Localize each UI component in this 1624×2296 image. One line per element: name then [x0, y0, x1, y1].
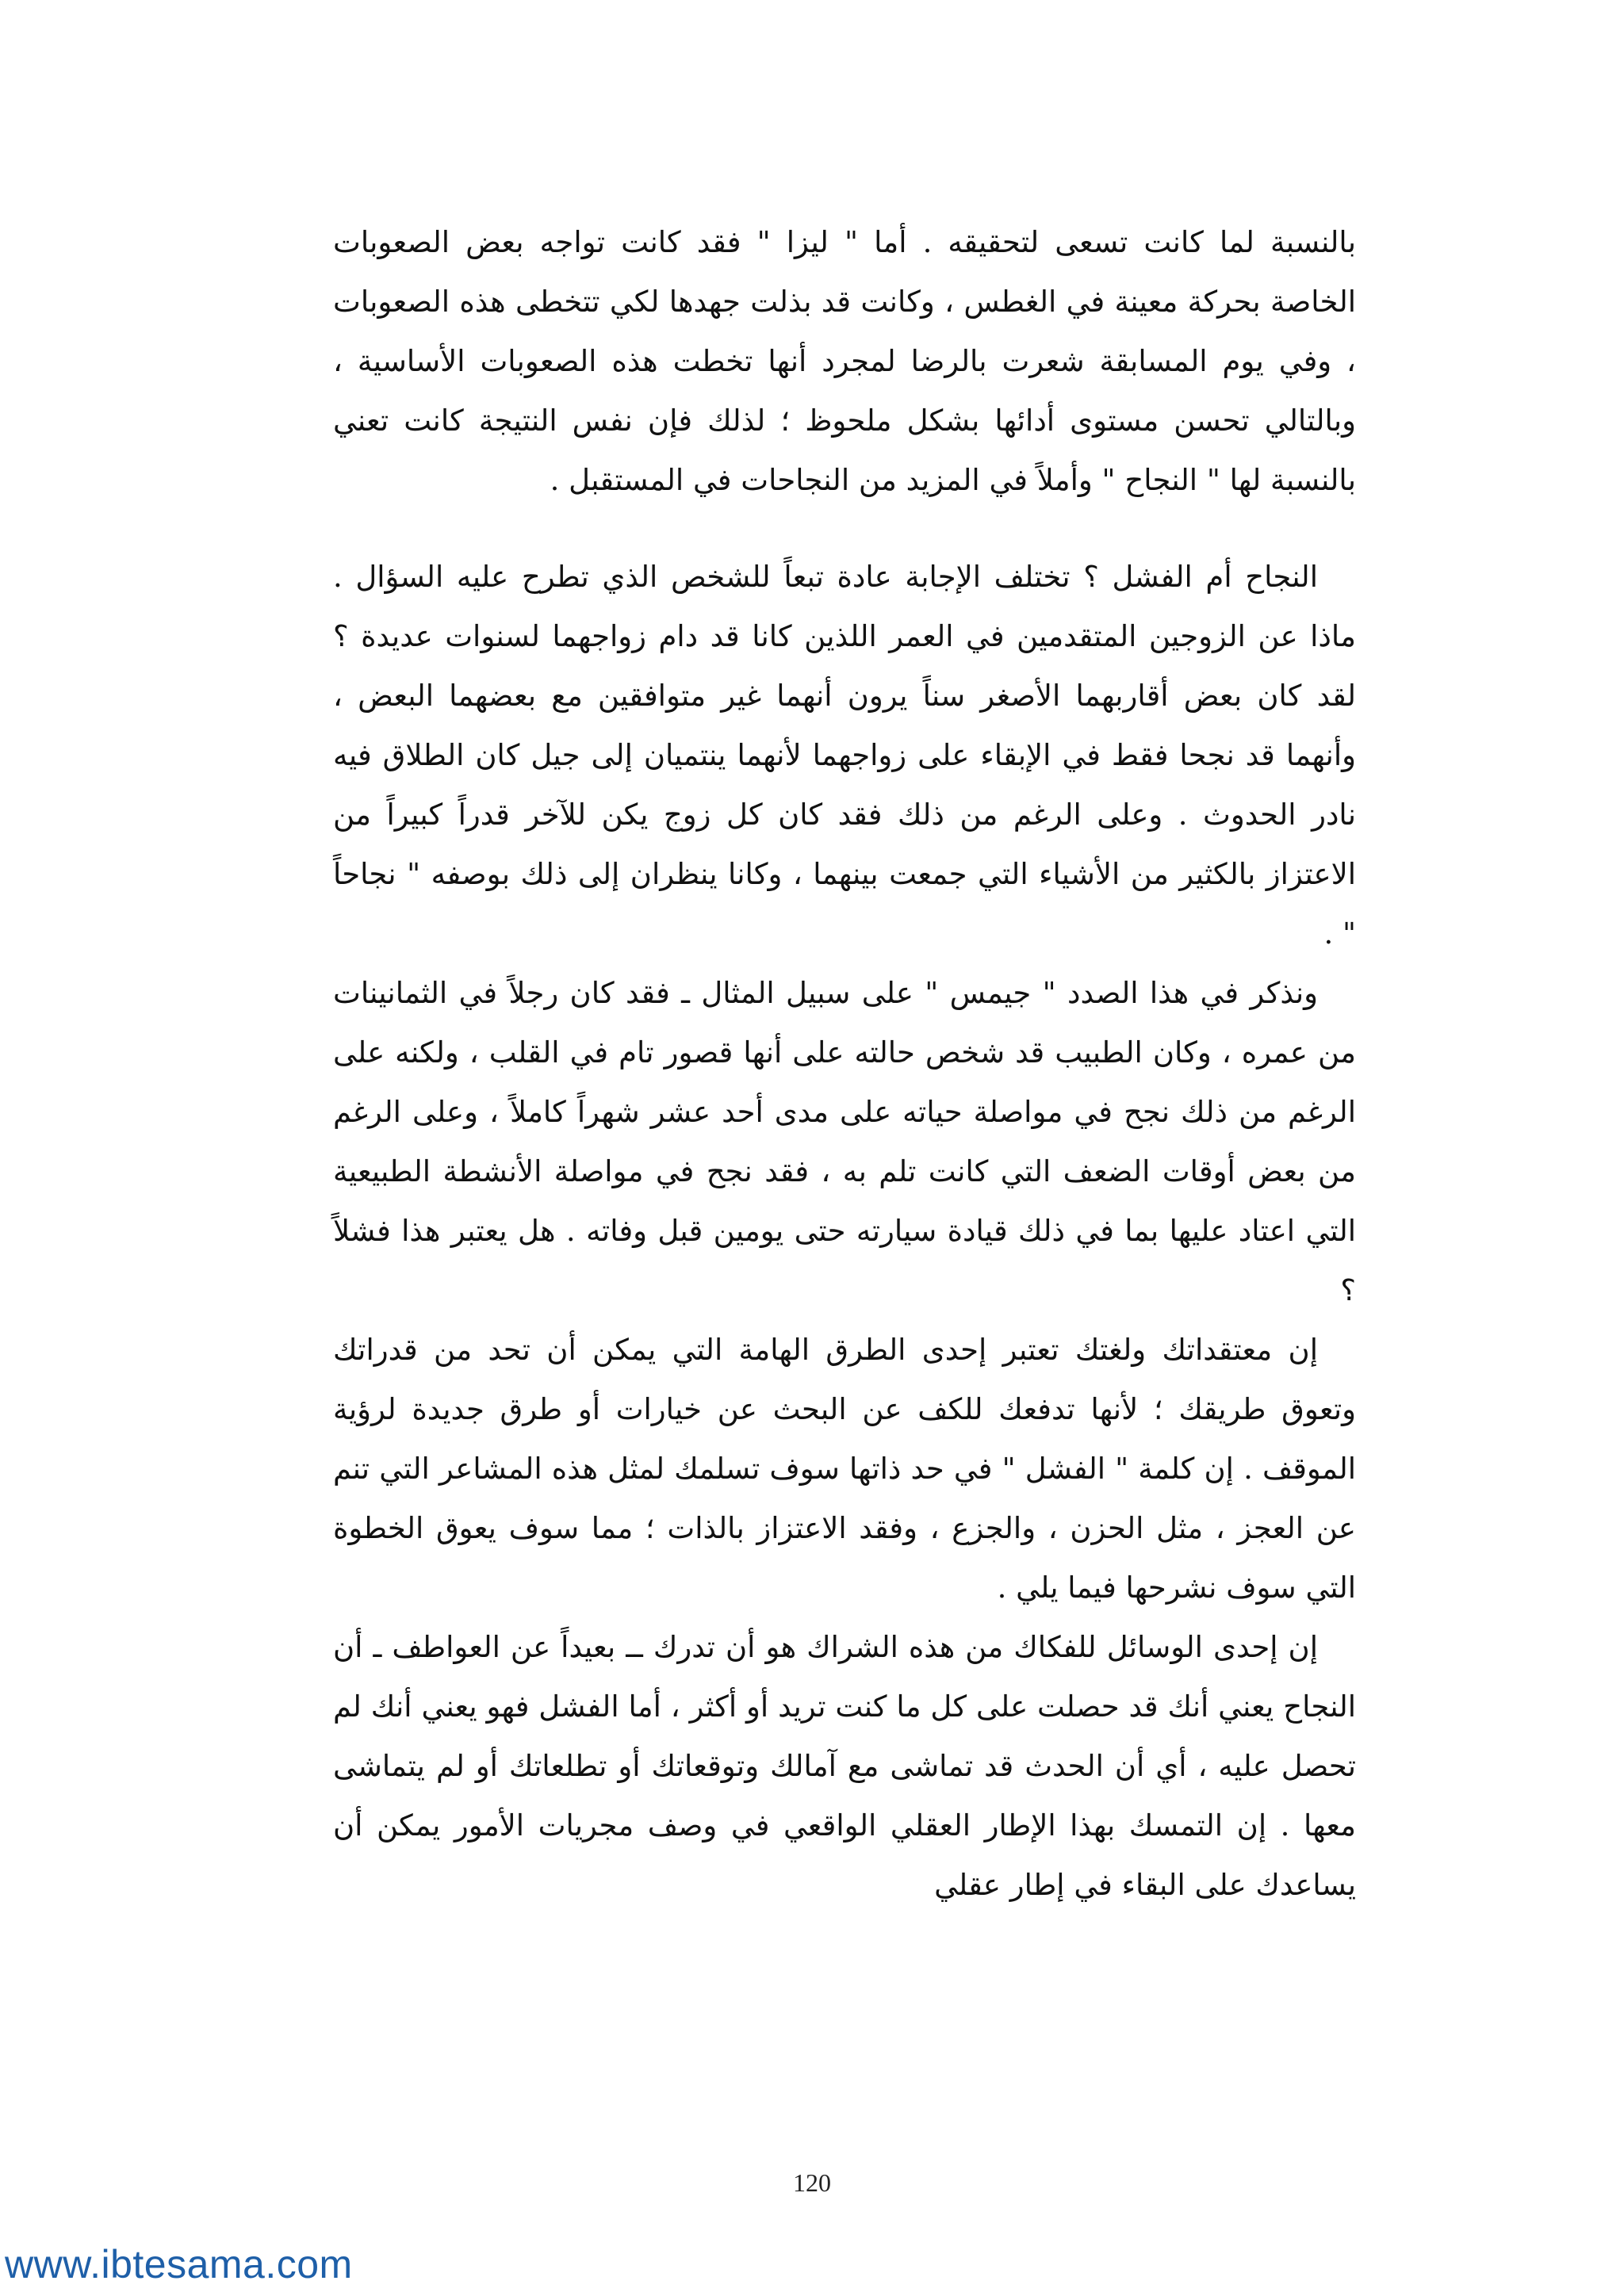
watermark-url: www.ibtesama.com: [5, 2242, 353, 2286]
paragraph: النجاح أم الفشل ؟ تختلف الإجابة عادة تبعاً للشخص الذي تطرح عليه السؤال . ماذا عن الزوجين المتقدمين في العمر اللذين كانا قد دام زواجهما لسنوات عديدة ؟ لقد كان بعض أقاربهما الأصغر سناً يرون أنهما غير متوافقين مع بعضهما البعض ، وأنهما قد نجحا فقط في الإبقاء على زواجهما لأنهما ينتميان إلى جيل كان الطلاق فيه نادر الحدوث . وعلى الرغم من ذلك فقد كان كل زوج يكن للآخر قدراً كبيراً من الاعتزاز بالكثير من الأشياء التي جمعت بينهما ، وكانا ينظران إلى ذلك بوصفه " نجاحاً " .: [333, 560, 1356, 951]
paragraph: بالنسبة لما كانت تسعى لتحقيقه . أما " ليزا " فقد كانت تواجه بعض الصعوبات الخاصة بحركة معينة في الغطس ، وكانت قد بذلت جهدها لكي تتخطى هذه الصعوبات ، وفي يوم المسابقة شعرت بالرضا لمجرد أنها تخطت هذه الصعوبات الأساسية ، وبالتالي تحسن مستوى أدائها بشكل ملحوظ ؛ لذلك فإن نفس النتيجة كانت تعني بالنسبة لها " النجاح " وأملاً في المزيد من النجاحات في المستقبل .: [333, 225, 1356, 497]
paragraph: ونذكر في هذا الصدد " جيمس " على سبيل المثال ـ فقد كان رجلاً في الثمانينات من عمره ، وكان الطبيب قد شخص حالته على أنها قصور تام في القلب ، ولكنه على الرغم من ذلك نجح في مواصلة حياته على مدى أحد عشر شهراً كاملاً ، وعلى الرغم من بعض أوقات الضعف التي كانت تلم به ، فقد نجح في مواصلة الأنشطة الطبيعية التي اعتاد عليها بما في ذلك قيادة سيارته حتى يومين قبل وفاته . هل يعتبر هذا فشلاً ؟: [333, 976, 1356, 1307]
body-text: [333, 212, 1356, 1915]
paragraph: إن إحدى الوسائل للفكاك من هذه الشراك هو أن تدرك ــ بعيداً عن العواطف ـ أن النجاح يعني أنك قد حصلت على كل ما كنت تريد أو أكثر ، أما الفشل فهو يعني أنك لم تحصل عليه ، أي أن الحدث قد تماشى مع آمالك وتوقعاتك أو تطلعاتك أو لم يتماشى معها . إن التمسك بهذا الإطار العقلي الواقعي في وصف مجريات الأمور يمكن أن يساعدك على البقاء في إطار عقلي: [333, 1630, 1356, 1902]
paragraph: إن معتقداتك ولغتك تعتبر إحدى الطرق الهامة التي يمكن أن تحد من قدراتك وتعوق طريقك ؛ لأنها تدفعك للكف عن البحث عن خيارات أو طرق جديدة لرؤية الموقف . إن كلمة " الفشل " في حد ذاتها سوف تسلمك لمثل هذه المشاعر التي تنم عن العجز ، مثل الحزن ، والجزع ، وفقد الاعتزاز بالذات ؛ مما سوف يعوق الخطوة التي سوف نشرحها فيما يلي .: [333, 1333, 1356, 1605]
page-number: 120: [793, 2168, 831, 2197]
